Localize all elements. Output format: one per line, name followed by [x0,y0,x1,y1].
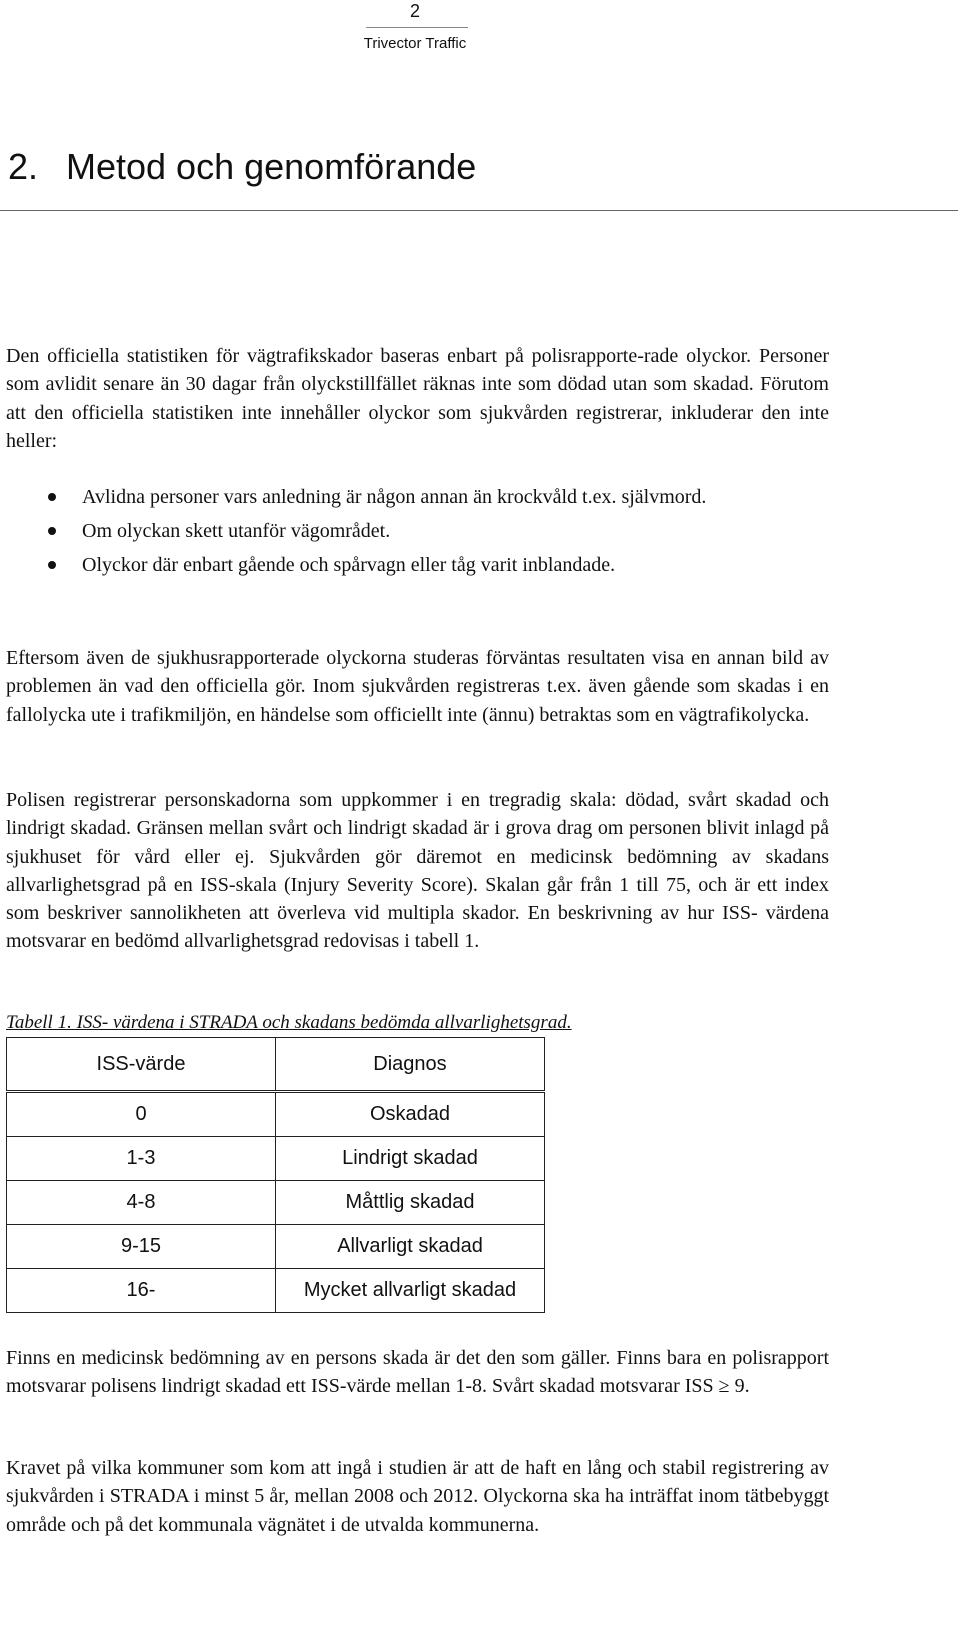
chapter-number: 2. [8,146,39,187]
cell-diagnosis: Lindrigt skadad [276,1137,545,1181]
table-row [7,1269,545,1313]
cell-iss: 9-15 [7,1225,276,1269]
table-row [7,1092,545,1137]
list-item [42,550,802,580]
list-item [42,482,802,512]
chapter-title: Metod och genomförande [66,146,477,187]
iss-table [6,1037,545,1313]
paragraph-municipality-criteria: Kravet på vilka kommuner som kom att ingå i studien är att de haft en lång och stabil registrering av sjukvården i STRADA i minst 5 år, mellan 2008 och 2012. Olyckorna ska ha inträffat inom tätbebyggt område och på det kommunala vägnätet i de utvalda kommunerna. [6,1457,829,1536]
heading-divider [0,210,958,211]
cell-iss: 0 [7,1092,276,1137]
cell-diagnosis: Oskadad [276,1092,545,1137]
paragraph-official-statistics: Den officiella statistiken för vägtrafikskador baseras enbart på polisrapporte-rade olyckor. Personer som avlidit senare än 30 dagar från olyckstillfället räknas inte som dödad utan som skadad. Förutom att den officiella statistiken inte innehåller olyckor som sjukvården registrerar, inkluderar den inte heller: [6,345,829,452]
column-header-diagnosis: Diagnos [276,1038,545,1092]
column-header-iss: ISS-värde [7,1038,276,1092]
table-header-row [7,1038,545,1092]
list-item-text: Avlidna personer vars anledning är någon annan än krockvåld t.ex. självmord. [82,486,707,508]
running-header: Trivector Traffic [363,35,467,52]
cell-iss: 4-8 [7,1181,276,1225]
cell-iss: 1-3 [7,1137,276,1181]
list-item-text: Om olyckan skett utanför vägområdet. [82,520,391,542]
bullet-icon [48,493,56,501]
table-caption: Tabell 1. ISS- värdena i STRADA och skadans bedömda allvarlighetsgrad. [6,1012,572,1033]
cell-diagnosis: Måttlig skadad [276,1181,545,1225]
header-divider [366,27,468,28]
bullet-icon [48,527,56,535]
paragraph-medical-assessment: Finns en medicinsk bedömning av en persons skada är det den som gäller. Finns bara en polisrapport motsvarar polisens lindrigt skadad ett ISS-värde mellan 1-8. Svårt skadad motsvarar ISS ≥ 9. [6,1347,829,1398]
chapter-heading [8,145,476,189]
list-item-text: Olyckor där enbart gående och spårvagn eller tåg varit inblandade. [82,554,616,576]
paragraph-hospital-reports: Eftersom även de sjukhusrapporterade olyckorna studeras förväntas resultaten visa en annan bild av problemen än vad den officiella gör. Inom sjukvården registreras t.ex. även gående som skadas i en fallolycka ute i trafikmiljön, en händelse som officiellt inte (ännu) betraktas som en vägtrafikolycka. [6,647,829,726]
table-row [7,1225,545,1269]
exclusion-list [42,482,802,584]
bullet-icon [48,561,56,569]
cell-iss: 16- [7,1269,276,1313]
paragraph-iss-scale: Polisen registrerar personskadorna som uppkommer i en tregradig skala: dödad, svårt skadad och lindrigt skadad. Gränsen mellan svårt och lindrigt skadad är i grova drag om personen blivit inlagd på sjukhuset för vård eller ej. Sjukvården gör däremot en medicinsk bedömning av skadans allvarlighetsgrad på en ISS-skala (Injury Severity Score). Skalan går från 1 till 75, och är ett index som beskriver sannolikheten att överleva vid multipla skador. En beskrivning av hur ISS- värdena motsvarar en bedömd allvarlighetsgrad redovisas i tabell 1. [6,789,829,953]
cell-diagnosis: Allvarligt skadad [276,1225,545,1269]
table-row [7,1181,545,1225]
page-number: 2 [409,1,420,21]
cell-diagnosis: Mycket allvarligt skadad [276,1269,545,1313]
list-item [42,516,802,546]
table-row [7,1137,545,1181]
